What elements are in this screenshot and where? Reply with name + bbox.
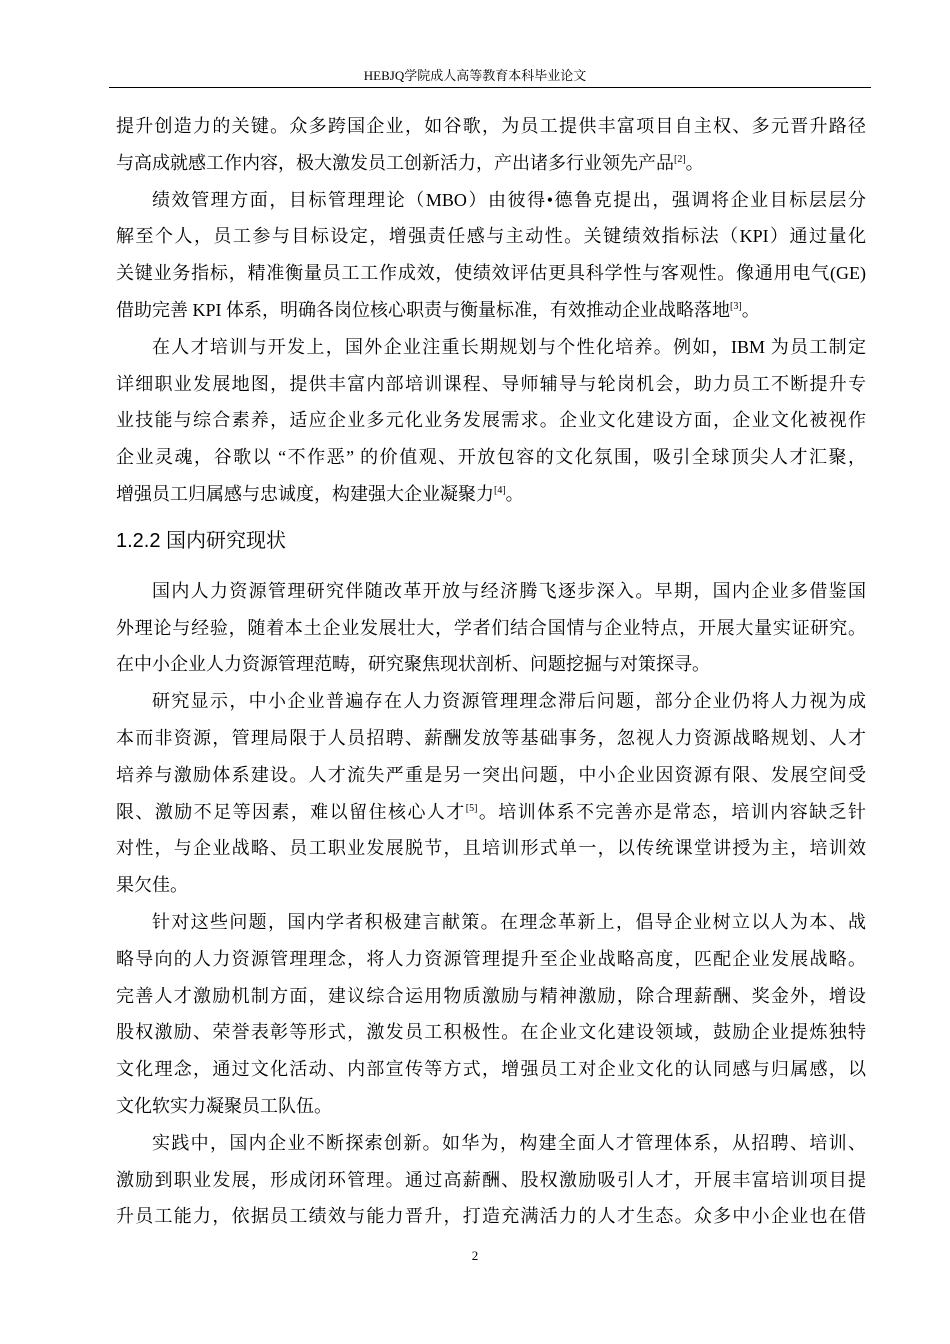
- paragraph: [116, 1129, 866, 1239]
- text-line: [116, 480, 866, 517]
- text-line: [116, 443, 866, 480]
- line-text: 详细职业发展地图，提供丰富内部培训课程、导师辅导与轮岗机会，助力员工不断提升专: [116, 373, 866, 394]
- header-rule: [109, 87, 871, 88]
- text-line: [116, 296, 866, 333]
- line-text: 研究显示，中小企业普遍存在人力资源管理理念滞后问题，部分企业仍将人力视为成: [152, 691, 866, 712]
- line-text: 绩效管理方面，目标管理理论（MBO）由彼得•德鲁克提出，强调将企业目标层层分: [152, 189, 866, 210]
- line-tail: 。: [505, 483, 524, 504]
- line-text: 提升创造力的关键。众多跨国企业，如谷歌，为员工提供丰富项目自主权、多元晋升路径: [116, 116, 866, 136]
- text-line: [116, 908, 866, 945]
- line-text: 关键业务指标，精准衡量员工工作成效，使绩效评估更具科学性与客观性。像通用电气(GE): [116, 263, 866, 284]
- text-line: [116, 186, 866, 223]
- paragraph: [116, 112, 866, 186]
- paragraph: [116, 687, 866, 908]
- paragraph: [116, 186, 866, 333]
- text-line: [116, 1202, 866, 1239]
- line-text: 针对这些问题，国内学者积极建言献策。在理念革新上，倡导企业树立以人为本、战: [152, 911, 866, 932]
- text-line: [116, 1055, 866, 1092]
- line-text: 激励到职业发展，形成闭环管理。通过高薪酬、股权激励吸引人才，开展丰富培训项目提: [116, 1169, 866, 1190]
- line-tail: 。: [685, 152, 704, 173]
- line-text: 在中小企业人力资源管理范畴，研究聚焦现状剖析、问题挖掘与对策探寻。: [116, 654, 710, 675]
- line-text: 文化理念，通过文化活动、内部宣传等方式，增强员工对企业文化的认同感与归属感，以: [116, 1059, 866, 1080]
- line-text: 培养与激励体系建设。人才流失严重是另一突出问题，中小企业因资源有限、发展空间受: [116, 764, 866, 785]
- line-text: 略导向的人力资源管理理念，将人力资源管理提升至企业战略高度，匹配企业发展战略。: [116, 948, 866, 969]
- paragraph: [116, 908, 866, 1129]
- citation-ref: [3]: [730, 300, 742, 312]
- text-line: [116, 406, 866, 443]
- line-text: 文化软实力凝聚员工队伍。: [116, 1095, 332, 1116]
- line-text: 企业灵魂，谷歌以 “不作恶” 的价值观、开放包容的文化氛围，吸引全球顶尖人才汇聚，: [116, 447, 866, 468]
- text-line: [116, 798, 866, 835]
- text-line: [116, 149, 866, 186]
- text-line: [116, 370, 866, 407]
- paragraph: [116, 577, 866, 687]
- citation-ref: [2]: [674, 153, 686, 165]
- line-tail: 。: [741, 299, 760, 320]
- text-line: [116, 871, 866, 908]
- line-text: 在人才培训与开发上，国外企业注重长期规划与个性化培养。例如，IBM 为员工制定: [152, 336, 866, 357]
- text-line: [116, 982, 866, 1019]
- text-line: [116, 761, 866, 798]
- line-text: 股权激励、荣誉表彰等形式，激发员工积极性。在企业文化建设领域，鼓励企业提炼独特: [116, 1022, 866, 1043]
- running-header: HEBJQ学院成人高等教育本科毕业论文: [363, 68, 587, 83]
- citation-ref: [5]: [465, 802, 478, 814]
- line-text: 与高成就感工作内容，极大激发员工创新活力，产出诸多行业领先产品: [116, 152, 674, 173]
- text-line: [116, 1129, 866, 1166]
- text-line: [116, 1166, 866, 1203]
- line-text: 对性，与企业战略、员工职业发展脱节，且培训形式单一，以传统课堂讲授为主，培训效: [116, 838, 866, 859]
- text-line: [116, 614, 866, 651]
- section-heading: 1.2.2 国内研究现状: [116, 529, 287, 552]
- line-text: 果欠佳。: [116, 875, 188, 896]
- text-line: [116, 724, 866, 761]
- line-text: 增强员工归属感与忠诚度，构建强大企业凝聚力: [116, 483, 494, 504]
- line-text: 业技能与综合素养，适应企业多元化业务发展需求。企业文化建设方面，企业文化被视作: [116, 410, 866, 431]
- text-line: [116, 259, 866, 296]
- text-line: [116, 834, 866, 871]
- text-line: [116, 687, 866, 724]
- text-line: [116, 222, 866, 259]
- text-line: [116, 945, 866, 982]
- page-number: 2: [471, 1248, 479, 1263]
- line-text: 解至个人，员工参与目标设定，增强责任感与主动性。关键绩效指标法（KPI）通过量化: [116, 226, 866, 247]
- line-text: 外理论与经验，随着本土企业发展壮大，学者们结合国情与企业特点，开展大量实证研究。: [116, 617, 866, 638]
- line-text: 升员工能力，依据员工绩效与能力晋升，打造充满活力的人才生态。众多中小企业也在借: [116, 1206, 866, 1227]
- document-body: [116, 112, 866, 1239]
- text-line: [116, 1018, 866, 1055]
- text-line: [116, 650, 866, 687]
- text-line: [116, 333, 866, 370]
- line-text: 借助完善 KPI 体系，明确各岗位核心职责与衡量标准，有效推动企业战略落地: [116, 299, 731, 320]
- text-line: [116, 1092, 866, 1129]
- line-text: 实践中，国内企业不断探索创新。如华为，构建全面人才管理体系，从招聘、培训、: [152, 1132, 866, 1153]
- line-text: 完善人才激励机制方面，建议综合运用物质激励与精神激励，除合理薪酬、奖金外，增设: [116, 985, 866, 1006]
- text-line: [116, 577, 866, 614]
- line-text: 本而非资源，管理局限于人员招聘、薪酬发放等基础事务，忽视人力资源战略规划、人才: [116, 727, 866, 748]
- text-line: [116, 112, 866, 149]
- citation-ref: [4]: [494, 484, 506, 496]
- line-text: 限、激励不足等因素，难以留住核心人才: [116, 801, 466, 822]
- paragraph: [116, 333, 866, 517]
- line-text: 国内人力资源管理研究伴随改革开放与经济腾飞逐步深入。早期，国内企业多借鉴国: [152, 580, 866, 601]
- line-tail: 。培训体系不完善亦是常态，培训内容缺乏针: [477, 801, 866, 822]
